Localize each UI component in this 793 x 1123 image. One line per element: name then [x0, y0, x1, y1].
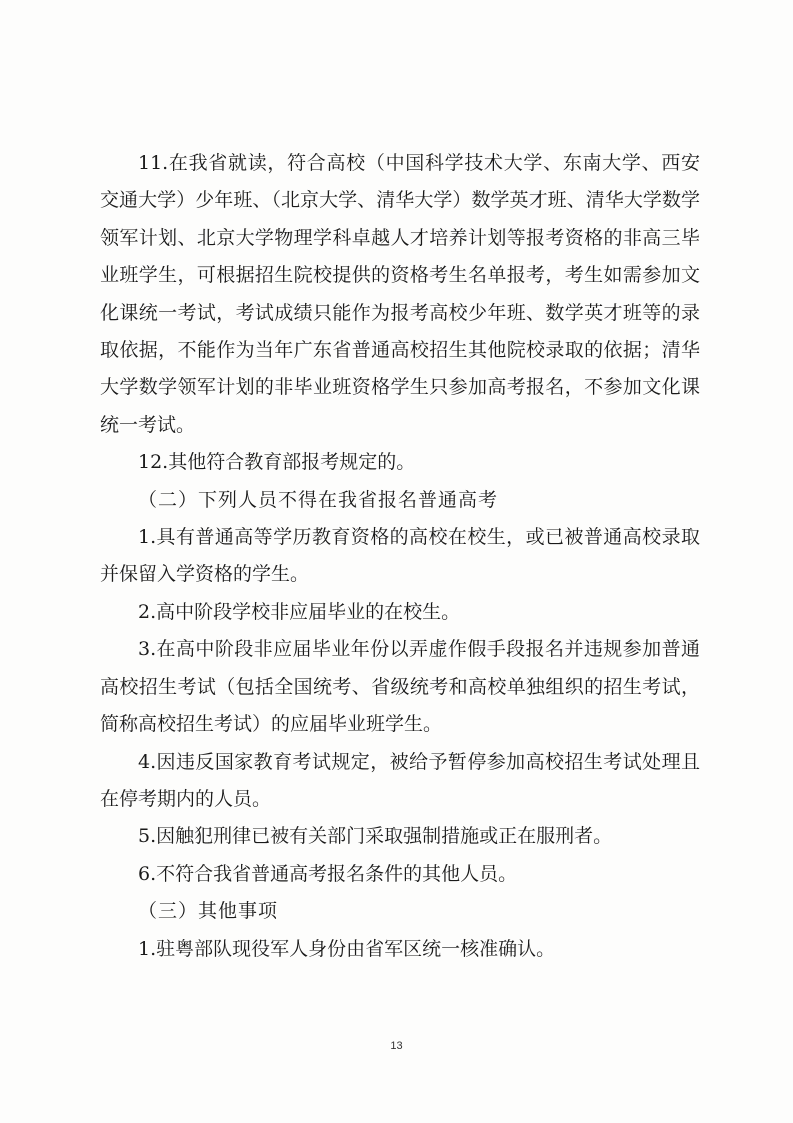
section-heading-2: （二）下列人员不得在我省报名普通高考: [138, 488, 499, 511]
section-2-item-5: 5.因触犯刑律已被有关部门采取强制措施或正在服刑者。: [138, 825, 613, 848]
section-2-item-2: 2.高中阶段学校非应届毕业的在校生。: [138, 600, 461, 623]
section-2-item-3: 3.在高中阶段非应届毕业年份以弄虚作假手段报名并违规参加普通高校招生考试（包括全国统考、省级统考和高校单独组织的招生考试，简称高校招生考试）的应届毕业班学生。: [100, 638, 700, 736]
section-3-item-1: 1.驻粤部队现役军人身份由省军区统一核准确认。: [138, 937, 556, 960]
page-number: 13: [390, 1040, 403, 1052]
paragraph-item-12: 12.其他符合教育部报考规定的。: [138, 451, 416, 474]
section-2-item-4: 4.因违反国家教育考试规定，被给予暂停参加高校招生考试处理且在停考期内的人员。: [100, 750, 700, 810]
document-body: [100, 145, 700, 968]
section-2-item-6: 6.不符合我省普通高考报名条件的其他人员。: [138, 862, 518, 885]
section-2-item-1: 1.具有普通高等学历教育资格的高校在校生，或已被普通高校录取并保留入学资格的学生。: [100, 526, 700, 586]
paragraph-item-11: 11.在我省就读，符合高校（中国科学技术大学、东南大学、西安交通大学）少年班、（北京大学、清华大学）数学英才班、清华大学数学领军计划、北京大学物理学科卓越人才培养计划等报考资格的非高三毕业班学生，可根据招生院校提供的资格考生名单报考，考生如需参加文化课统一考试，考试成绩只能作为报考高校少年班、数学英才班等的录取依据，不能作为当年广东省普通高校招生其他院校录取的依据；清华大学数学领军计划的非毕业班资格学生只参加高考报名，不参加文化课统一考试。: [100, 152, 700, 436]
section-heading-3: （三）其他事项: [138, 900, 279, 923]
